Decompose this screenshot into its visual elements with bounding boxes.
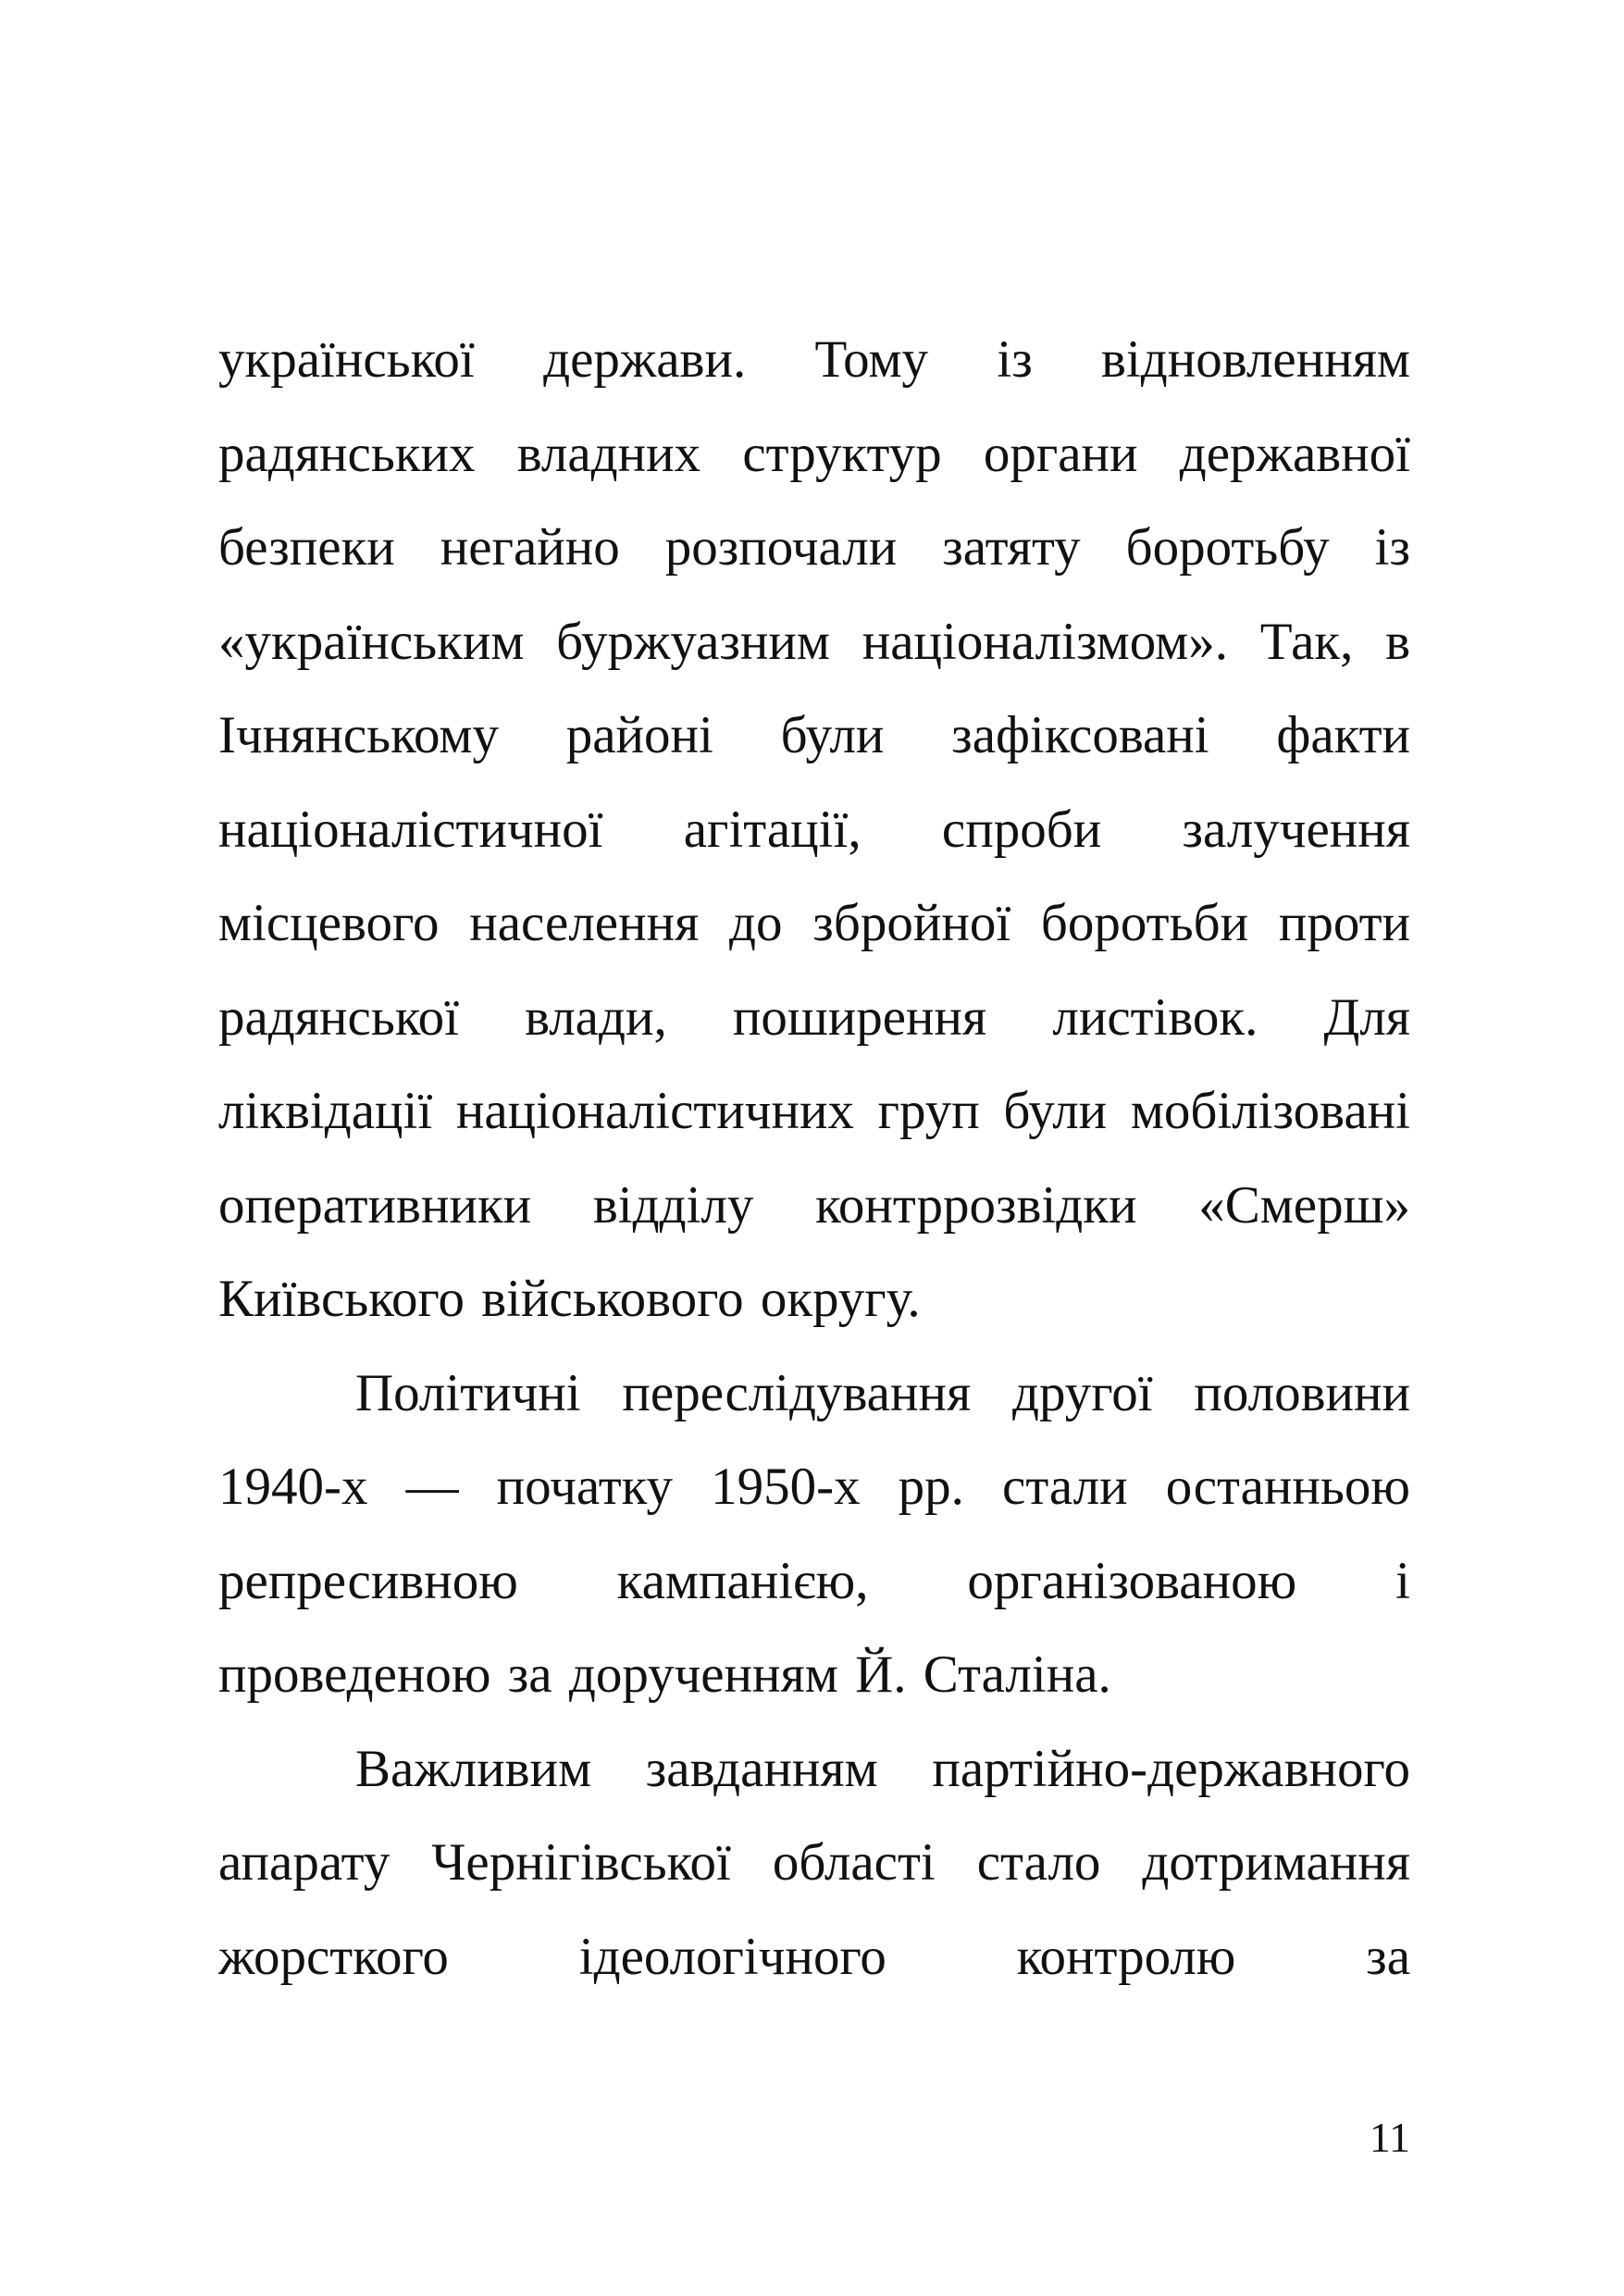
body-text — [218, 313, 1410, 2004]
text-line: жорсткого ідеологічного контролю за — [218, 1927, 1410, 1986]
paragraph-first-line: Важливим завданням партійно-державного — [355, 1739, 1410, 1798]
paragraph-last-line: Київського військового округу. — [218, 1270, 921, 1328]
text-line: оперативники відділу контррозвідки «Смерш» — [218, 1175, 1410, 1235]
paragraph-last-line: проведеною за дорученням Й. Сталіна. — [218, 1645, 1111, 1704]
text-line: репресивною кампанією, організованою і — [218, 1551, 1410, 1610]
text-line: 1940-х — початку 1950-х рр. стали останньою — [218, 1458, 1410, 1516]
text-line: радянських владних структур органи державної — [218, 424, 1410, 483]
text-line: безпеки негайно розпочали затяту боротьбу із — [218, 518, 1410, 577]
text-line: української держави. Тому із відновленням — [218, 330, 1410, 389]
text-line: «українським буржуазним націоналізмом». Так, в — [218, 612, 1410, 671]
page-number: 11 — [1369, 2114, 1410, 2161]
text-line: ліквідації націоналістичних груп були мобілізовані — [218, 1082, 1410, 1140]
text-line: націоналістичної агітації, спроби залучення — [218, 800, 1410, 859]
text-line: радянської влади, поширення листівок. Для — [218, 987, 1410, 1047]
text-line: апарату Чернігівської області стало дотримання — [218, 1833, 1410, 1892]
text-line: Ічнянському районі були зафіксовані факти — [218, 706, 1410, 764]
paragraph-first-line: Політичні переслідування другої половини — [355, 1363, 1410, 1422]
text-line: місцевого населення до збройної боротьби проти — [218, 894, 1410, 952]
